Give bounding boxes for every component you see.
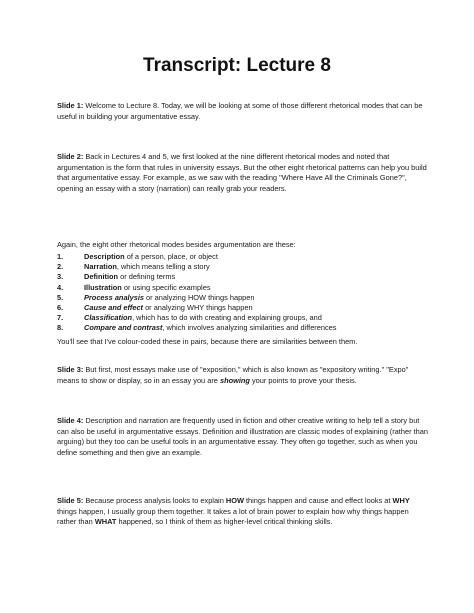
slide-4-text: Description and narration are frequently used in fiction and other creative writing to help tell a story but can also be useful in argumentative essays. Definition and illustration are classic modes of explaining (rather than arguing) but they too can be useful tools in an argumentative essay. They often go together, such as when you define something and then give an example. <box>57 416 428 457</box>
mode-list-item: 8. Compare and contrast, which involves analyzing similarities and differences <box>57 323 337 333</box>
slide-1-text: Welcome to Lecture 8. Today, we will be looking at some of those different rhetorical modes that can be useful in building your argumentative essay. <box>57 101 423 121</box>
slide-2-label: Slide 2: <box>57 152 84 161</box>
mode-list-item: 6. Cause and effect or analyzing WHY things happen <box>57 303 253 313</box>
mode-list-item: 1. Description of a person, place, or object <box>57 252 218 261</box>
mode-list-item: 7. Classification, which has to do with creating and explaining groups, and <box>57 313 322 323</box>
rhetorical-modes-list <box>57 252 429 334</box>
slide-2-paragraph <box>57 152 429 194</box>
mode-list-item: 4. Illustration or using specific examples <box>57 282 211 292</box>
page-title: Transcript: Lecture 8 <box>143 55 331 76</box>
mode-list-item: 2. Narration, which means telling a story <box>57 262 210 272</box>
slide-3-label: Slide 3: <box>57 365 84 374</box>
slide-1-label: Slide 1: <box>57 101 84 110</box>
slide-3-paragraph: Slide 3: But first, most essays make use of "exposition," which is also known as "expository writing." "Expo" means to show or display, so in an essay you are showing your points to prove your thesis. <box>57 365 409 385</box>
mode-list-item: 3. Definition or defining terms <box>57 272 176 282</box>
mode-list-item: 5. Process analysis or analyzing HOW things happen <box>57 292 255 302</box>
slide-1-paragraph <box>57 101 429 122</box>
slide-5-label: Slide 5: <box>57 496 84 505</box>
slide-5-paragraph: Slide 5: Because process analysis looks to explain HOW things happen and cause and effect looks at WHY things happen, I usually group them together. It takes a lot of brain power to explain how why things happen rather than WHAT happened, so I think of them as higher-level critical thinking skills. <box>57 496 410 527</box>
colour-code-note: You'll see that I've colour-coded these in pairs, because there are similarities between them. <box>57 337 358 346</box>
modes-intro: Again, the eight other rhetorical modes besides argumentation are these: <box>57 240 296 249</box>
slide-3-emphasis: showing <box>219 375 250 385</box>
slide-4-paragraph <box>57 416 429 458</box>
slide-2-text: Back in Lectures 4 and 5, we first looked at the nine different rhetorical modes and noted that argumentation is the form that rules in university essays. But the other eight rhetorical patterns can help you build that argumentative essay. For example, as we saw with the reading "Where Have All the Criminals Gone?", opening an essay with a story (narration) can really grab your readers. <box>57 152 427 193</box>
slide-4-label: Slide 4: <box>57 416 84 425</box>
